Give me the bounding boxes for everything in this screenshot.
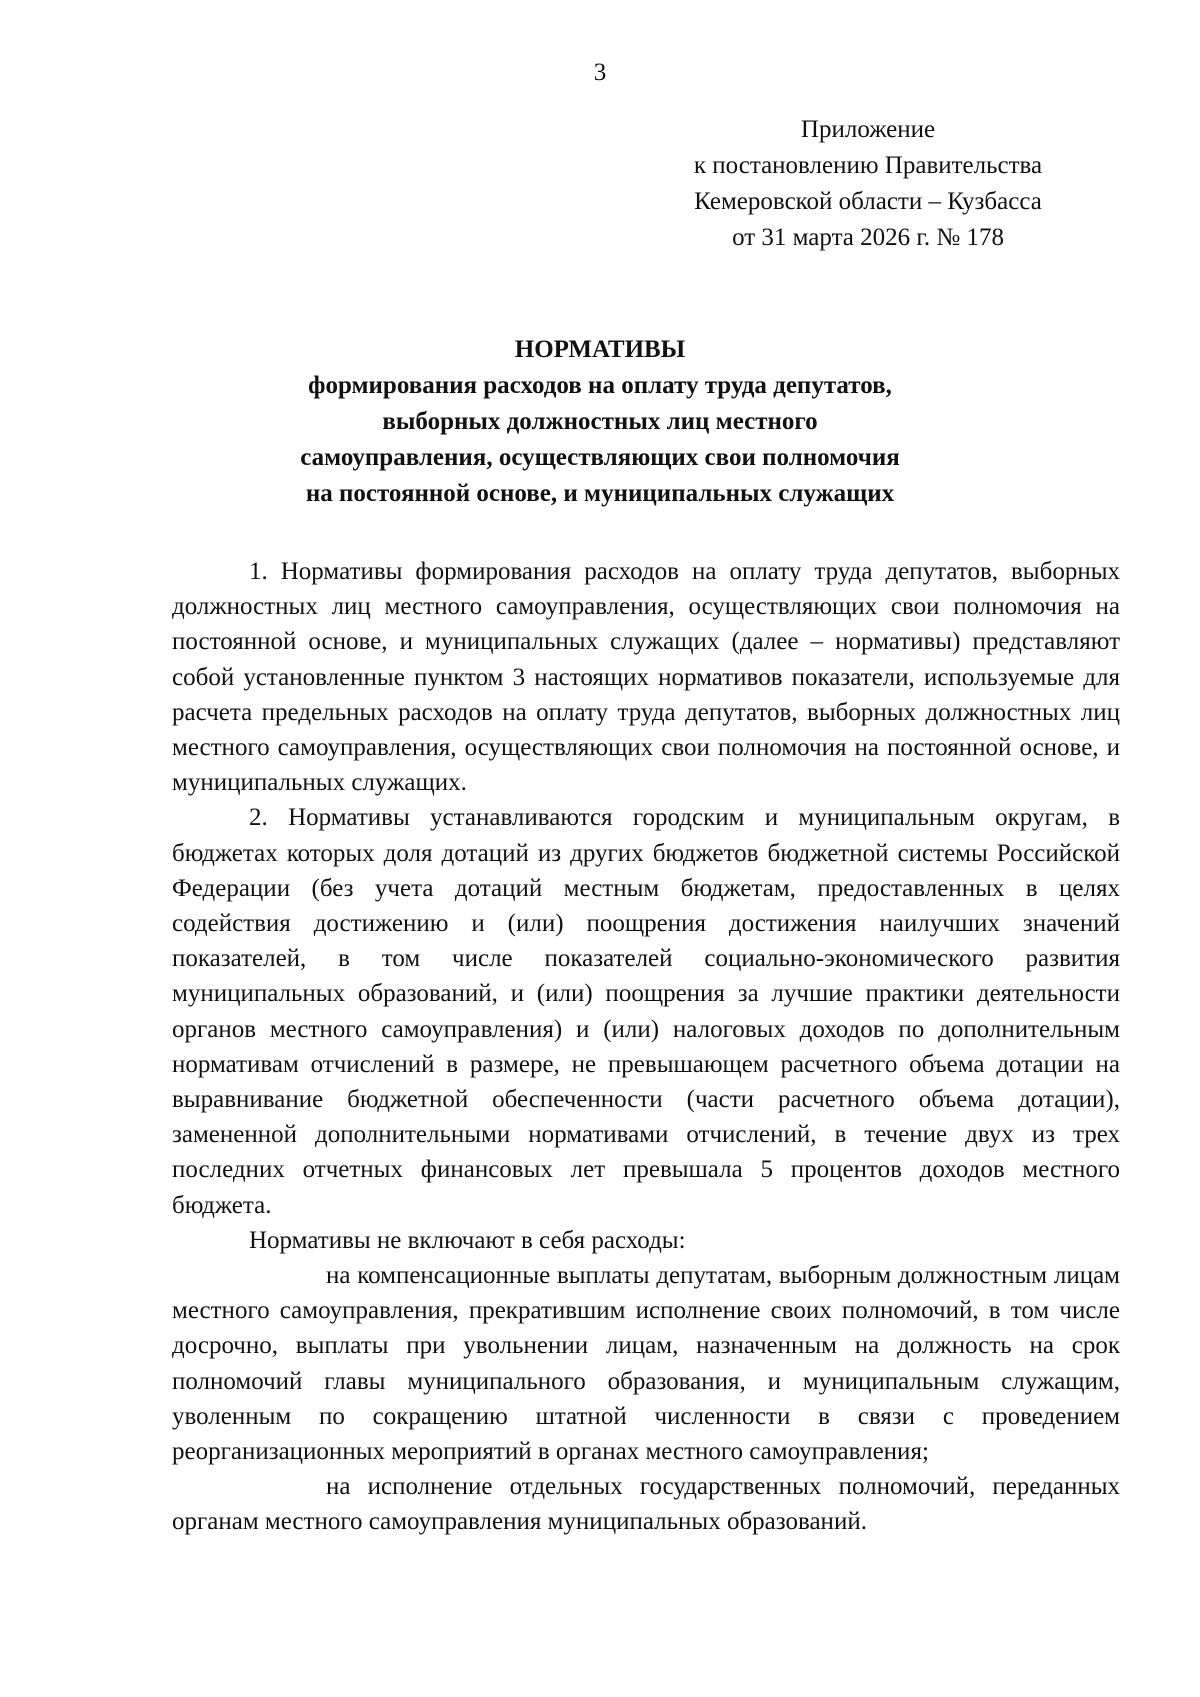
appendix-line-2: к постановлению Правительства xyxy=(693,152,1043,179)
document-body xyxy=(172,554,1120,1540)
title-line-3: самоуправления, осуществляющих свои полномочия xyxy=(300,444,900,471)
page-number: 3 xyxy=(593,59,607,86)
title-line-1: формирования расходов на оплату труда депутатов, xyxy=(308,372,892,399)
document-title xyxy=(220,332,980,512)
paragraph-exclusion-2: на исполнение отдельных государственных полномочий, переданных органам местного самоуправления муниципальных образований. xyxy=(172,1473,1120,1536)
paragraph-exclusions-intro: Нормативы не включают в себя расходы: xyxy=(249,1226,686,1254)
appendix-line-3: Кемеровской области – Кузбасса xyxy=(694,188,1042,215)
appendix-line-4: от 31 марта 2026 г. № 178 xyxy=(732,224,1004,251)
paragraph-exclusion-1: на компенсационные выплаты депутатам, выборным должностным лицам местного самоуправления, прекратившим исполнение своих полномочий, в том числе досрочно, выплаты при увольнении лицам, назначенным на должность на срок полномочий главы муниципального образования, и муниципальным служащим, уволенным по сокращению штатной численности в связи с проведением реорганизационных мероприятий в органах местного самоуправления; xyxy=(172,1262,1120,1466)
paragraph-1: 1. Нормативы формирования расходов на оплату труда депутатов, выборных должностных лиц местного самоуправления, осуществляющих свои полномочия на постоянной основе, и муниципальных служащих (далее – нормативы) представляют собой установленные пунктом 3 настоящих нормативов показатели, используемые для расчета предельных расходов на оплату труда депутатов, выборных должностных лиц местного самоуправления, осуществляющих свои полномочия на постоянной основе, и муниципальных служащих. xyxy=(172,558,1120,797)
title-heading: НОРМАТИВЫ xyxy=(514,336,686,363)
paragraph-2: 2. Нормативы устанавливаются городским и муниципальным округам, в бюджетах которых доля дотаций из других бюджетов бюджетной системы Российской Федерации (без учета дотаций местным бюджетам, предоставленных в целях содействия достижению и (или) поощрения достижения наилучших значений показателей, в том числе показателей социально-экономического развития муниципальных образований, и (или) поощрения за лучшие практики деятельности органов местного самоуправления) и (или) налоговых доходов по дополнительным нормативам отчислений в размере, не превышающем расчетного объема дотации на выравнивание бюджетной обеспеченности (части расчетного объема дотации), замененной дополнительными нормативами отчислений, в течение двух из трех последних отчетных финансовых лет превышала 5 процентов доходов местного бюджета. xyxy=(172,804,1120,1219)
title-line-2: выборных должностных лиц местного xyxy=(382,408,818,435)
appendix-line-1: Приложение xyxy=(800,116,936,143)
appendix-block xyxy=(668,112,1068,256)
title-line-4: на постоянной основе, и муниципальных служащих xyxy=(305,480,895,507)
